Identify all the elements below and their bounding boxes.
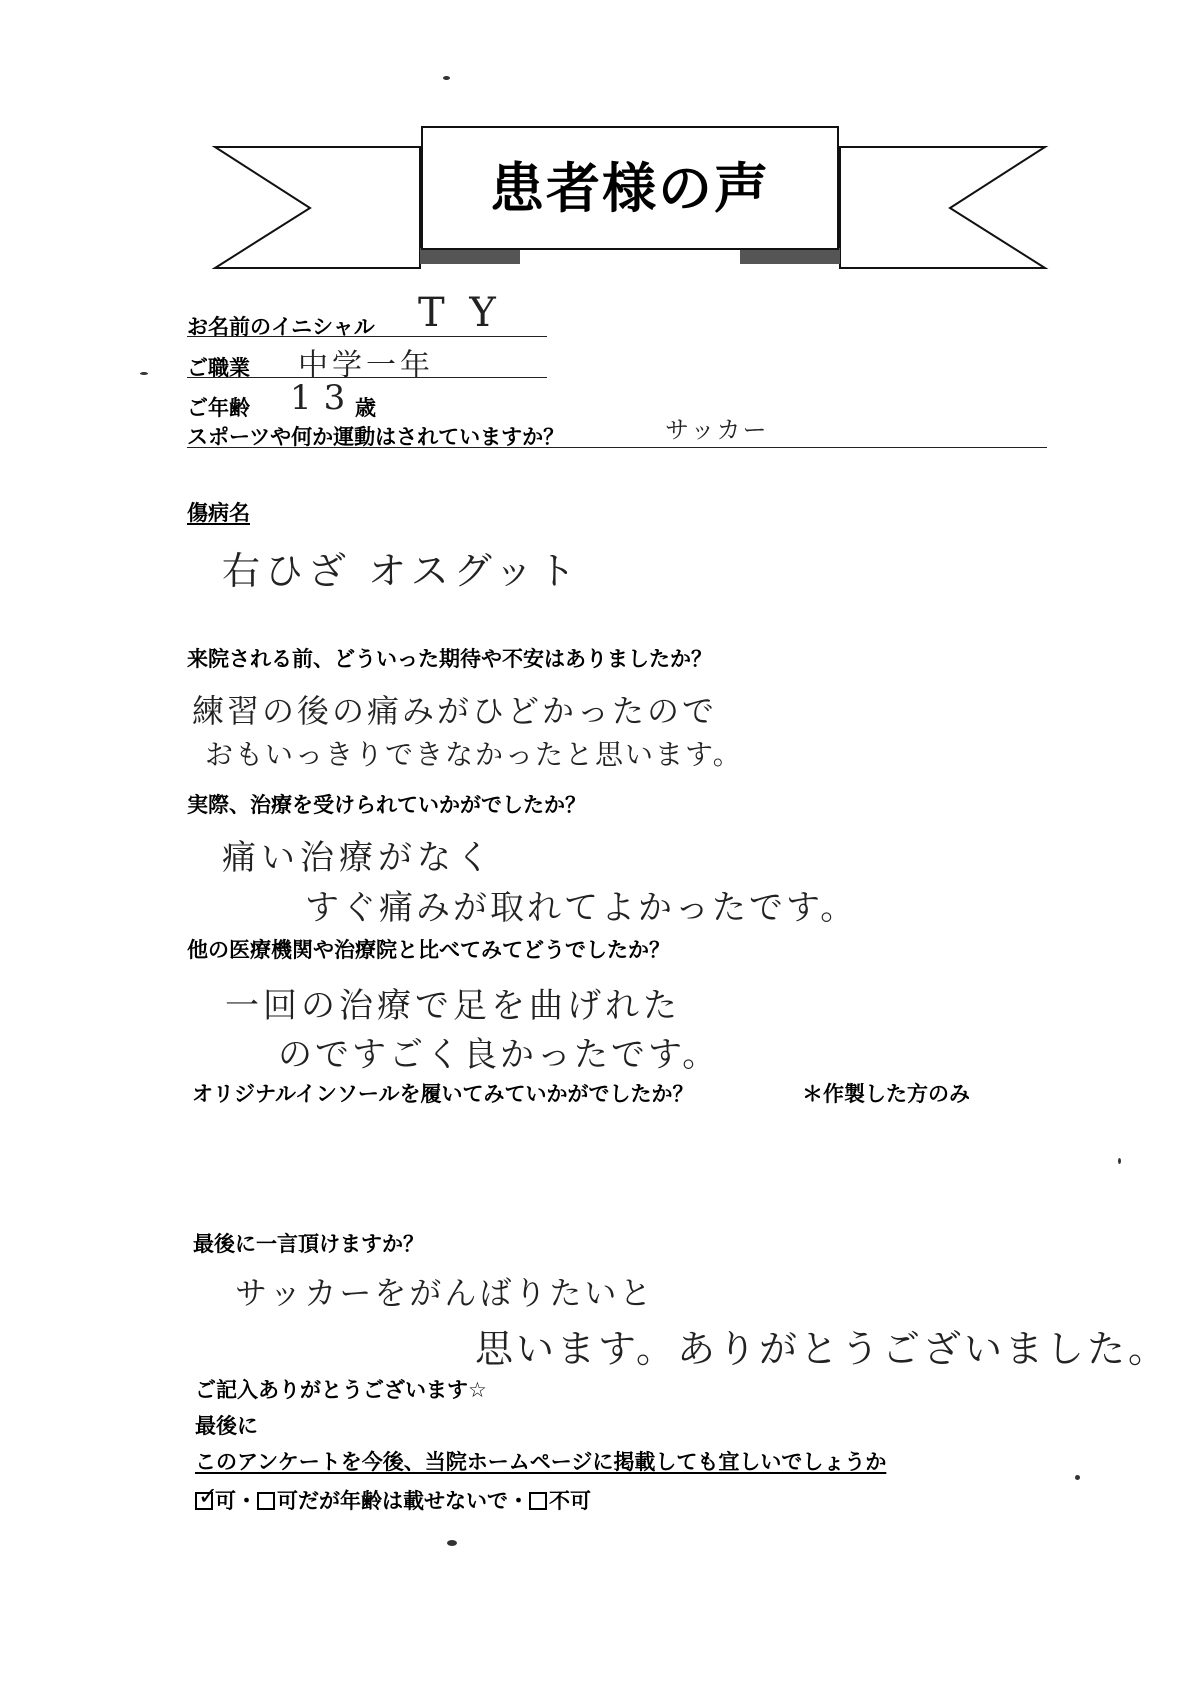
consent-option-deny[interactable]: 不可: [529, 1489, 591, 1513]
comparison-answer-line2: のですごく良かったです。: [278, 1035, 720, 1075]
injury-answer: 右ひざ オスグット: [222, 549, 581, 593]
consent-option-allow-no-age[interactable]: 可だが年齢は載せないで: [257, 1489, 508, 1513]
occupation-value: 中学一年: [298, 348, 434, 383]
initials-value: T Y: [418, 290, 502, 336]
final-answer-line2: 思います。ありがとうございました。: [475, 1327, 1169, 1371]
insole-question: オリジナルインソールを履いてみていかがでしたか？: [192, 1082, 694, 1106]
consent-question: このアンケートを今後、当院ホームページに掲載しても宜しいでしょうか: [195, 1450, 887, 1474]
expectations-question: 来院される前、どういった期待や不安はありましたか？: [187, 647, 712, 671]
check-mark-icon: ✓: [198, 1482, 219, 1510]
checkbox-icon[interactable]: [529, 1492, 547, 1510]
scan-speck: [443, 76, 450, 80]
option-separator: ・: [236, 1489, 257, 1513]
checkbox-icon[interactable]: [195, 1482, 219, 1510]
treatment-question: 実際、治療を受けられていかがでしたか？: [187, 793, 586, 817]
comparison-question: 他の医療機関や治療院と比べてみてどうでしたか？: [187, 938, 670, 962]
sports-label: スポーツや何か運動はされていますか？: [187, 425, 565, 449]
sports-value: サッカー: [665, 416, 769, 444]
initials-rule: [187, 336, 547, 337]
consent-options: [195, 1482, 591, 1515]
age-value: 13: [290, 378, 358, 418]
expectations-answer-line1: 練習の後の痛みがひどかったので: [192, 692, 718, 730]
injury-label: 傷病名: [187, 501, 250, 525]
scan-speck: [447, 1540, 457, 1546]
insole-note: ＊作製した方のみ: [802, 1082, 970, 1106]
age-unit: 歳: [355, 396, 376, 420]
option-separator: ・: [508, 1489, 529, 1513]
page-title: 患者様の声: [490, 157, 770, 220]
scan-speck: [140, 372, 148, 375]
treatment-answer-line2: すぐ痛みが取れてよかったです。: [305, 888, 858, 928]
expectations-answer-line2: おもいっきりできなかったと思います。: [205, 738, 743, 771]
final-question: 最後に一言頂けますか？: [193, 1232, 424, 1256]
age-label: ご年齢: [187, 396, 250, 420]
occupation-rule: [187, 377, 547, 378]
treatment-answer-line1: 痛い治療がなく: [222, 838, 495, 878]
scan-speck: [1075, 1475, 1080, 1480]
checkbox-icon[interactable]: [257, 1492, 275, 1510]
comparison-answer-line1: 一回の治療で足を曲げれた: [225, 986, 681, 1026]
initials-label: お名前のイニシャル: [187, 315, 375, 339]
final-answer-line1: サッカーをがんばりたいと: [235, 1274, 655, 1312]
thanks-text: ご記入ありがとうございます☆: [195, 1378, 487, 1402]
occupation-label: ご職業: [187, 356, 250, 380]
scan-speck: [1118, 1158, 1121, 1164]
consent-heading: 最後に: [195, 1414, 258, 1438]
consent-option-allow[interactable]: ✓ 可: [195, 1489, 236, 1513]
sports-rule: [187, 447, 1047, 448]
